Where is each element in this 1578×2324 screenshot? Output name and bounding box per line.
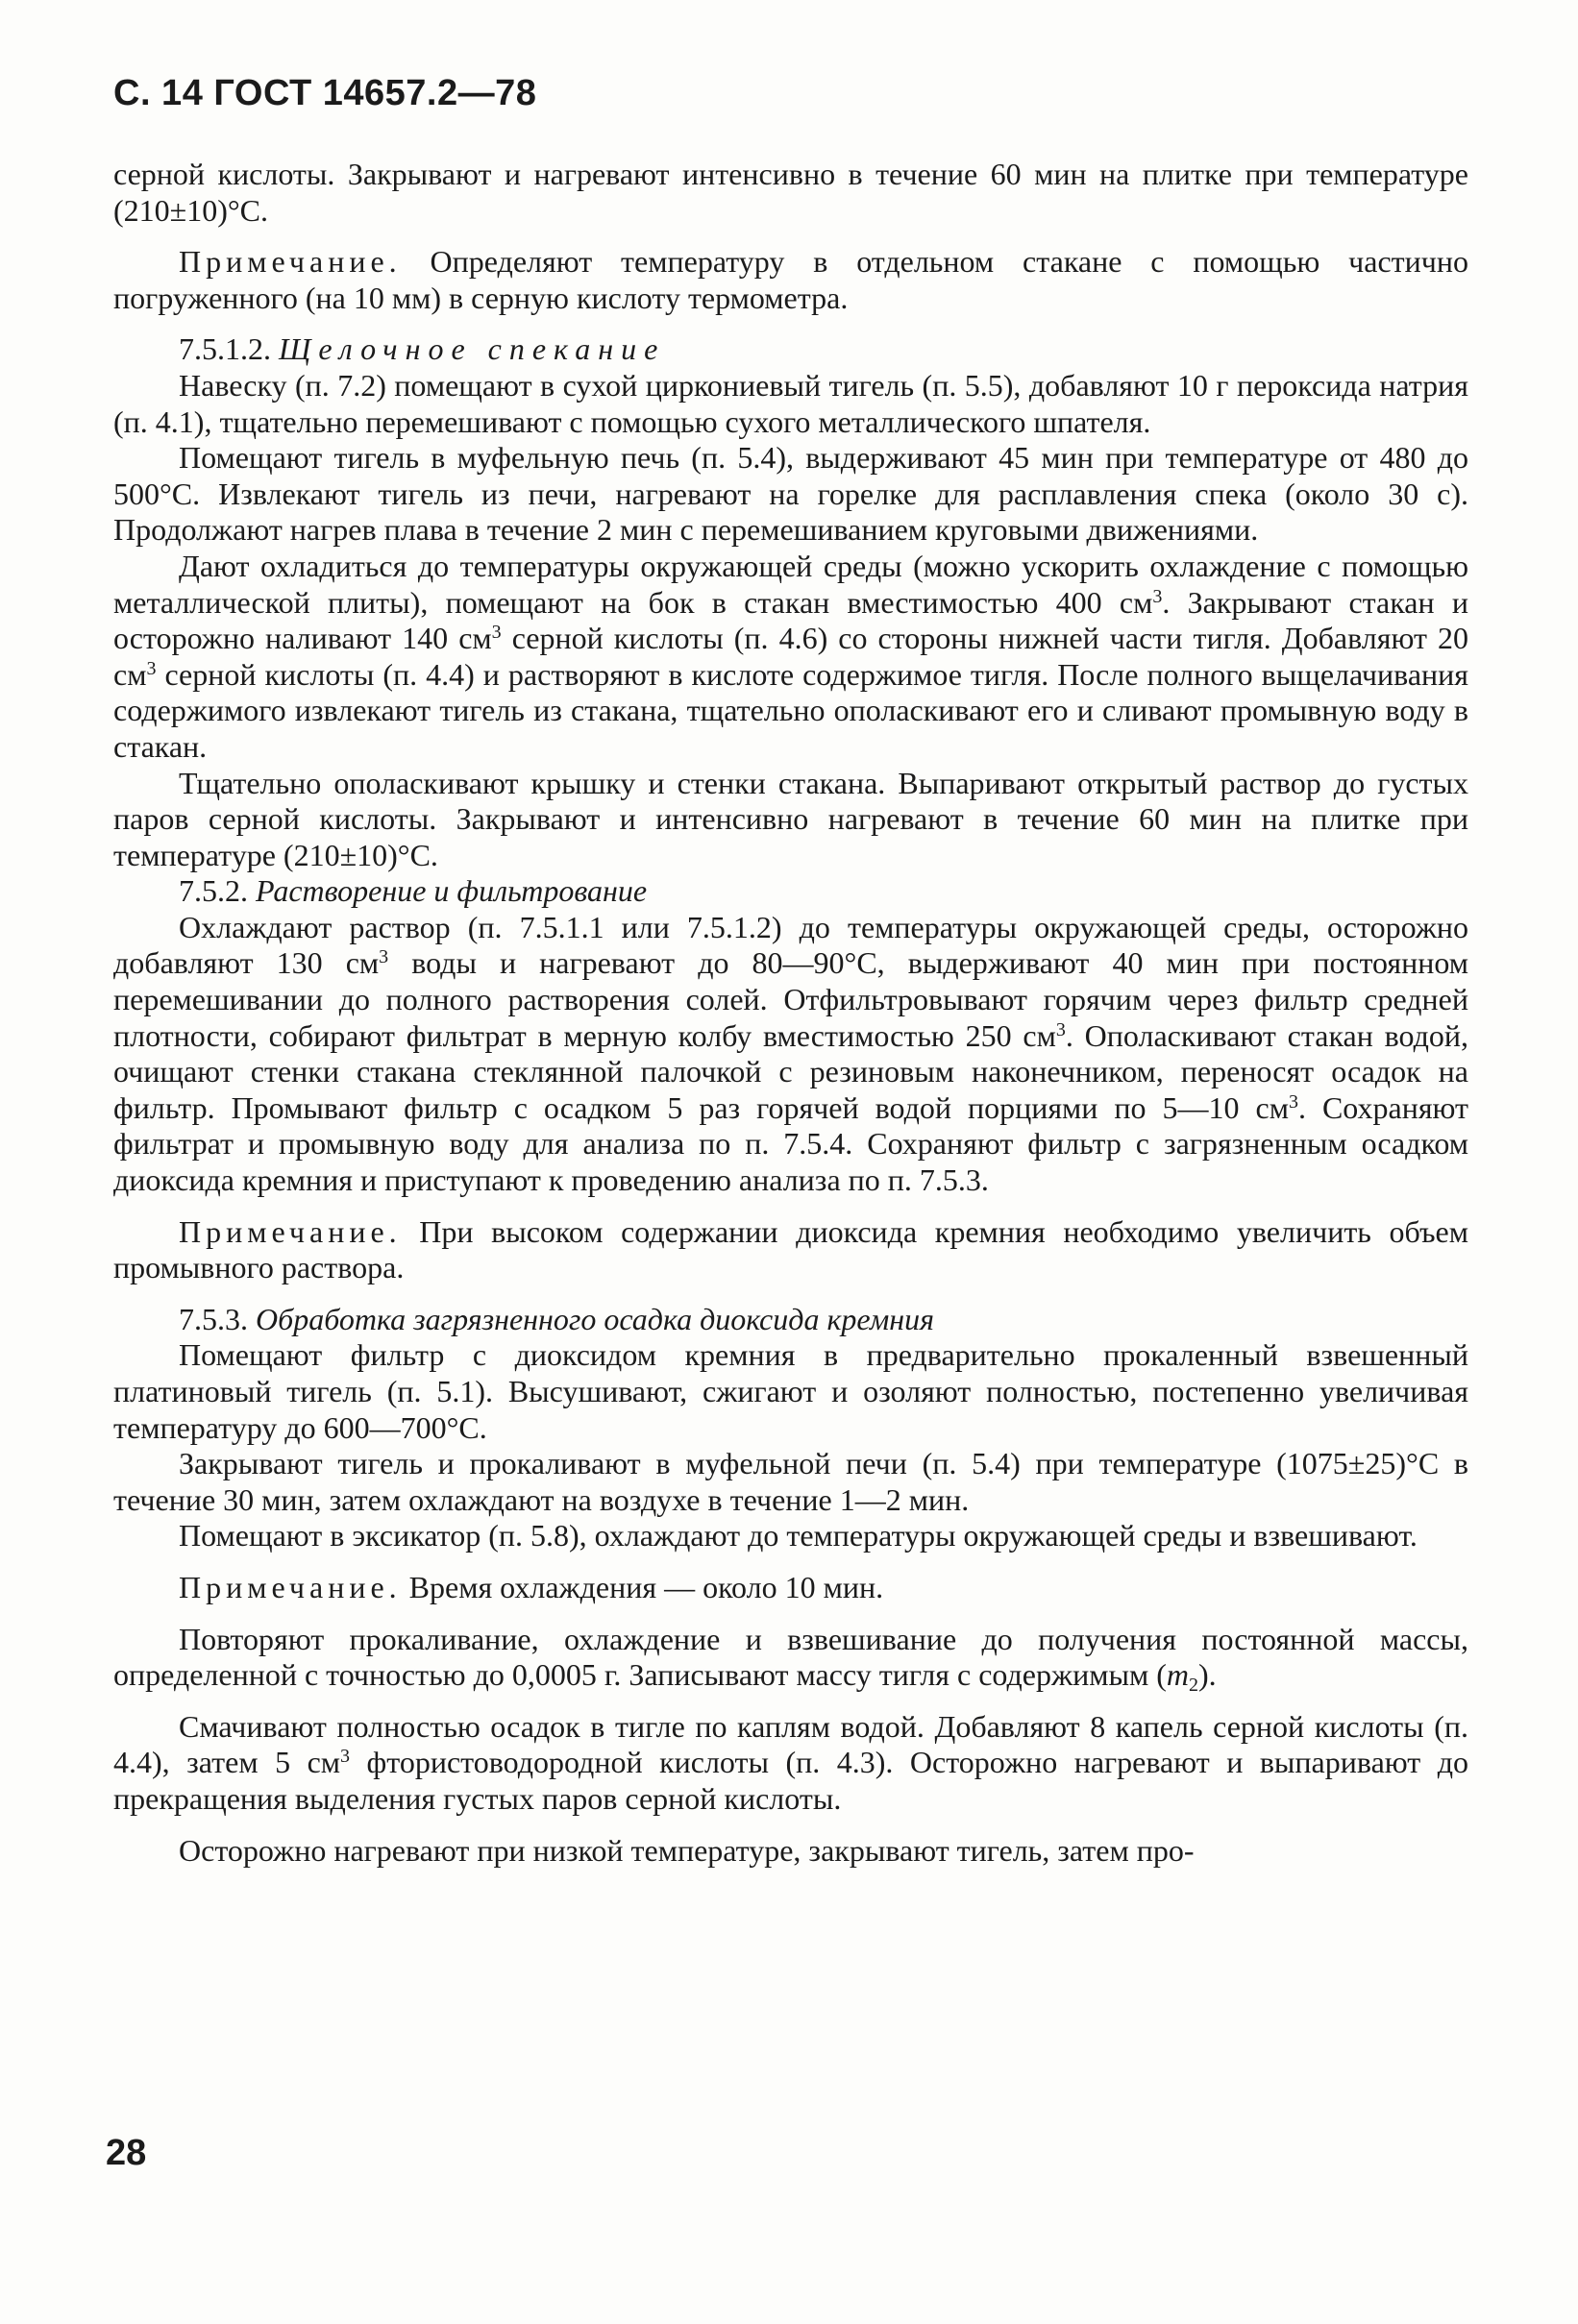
text-segment: воды и нагревают до 80—90°С, выдерживают 40 мин при постоянном перемешивании до полного растворения солей. Отфильтровывают горячим через фильтр средней плотности, собирают фильтрат в мерную колбу вместимостью 250 см: [113, 945, 1469, 1053]
note-label: Примечание.: [179, 1569, 402, 1604]
text-segment: Смачивают полностью осадок в тигле по каплям водой. Добавляют 8 капель серной кислоты (п. 4.4), затем 5 см: [113, 1708, 1468, 1780]
superscript: 3: [146, 657, 157, 679]
text-segment: серной кислоты (п. 4.4) и растворяют в кислоте содержимое тигля. После полного выщелачивания содержимого извлекают тигель из стакана, тщательно ополаскивают его и сливают промывную воду в стакан.: [113, 656, 1468, 764]
paragraph-6: [113, 549, 1468, 766]
paragraph-9: [113, 910, 1468, 1199]
section-title: Обработка загрязненного осадка диоксида кремния: [256, 1301, 934, 1336]
paragraph-13: Закрывают тигель и прокаливают в муфельной печи (п. 5.4) при температуре (1075±25)°С в течение 30 мин, затем охлаждают на воздухе в течение 1—2 мин.: [113, 1446, 1468, 1517]
document-body: [113, 157, 1468, 1869]
text-segment: ).: [1197, 1657, 1217, 1693]
note-1: [113, 244, 1468, 316]
paragraph-17: [113, 1709, 1468, 1818]
superscript: 3: [1152, 585, 1163, 607]
section-7-5-1-2-heading: [113, 331, 1468, 368]
note-label: Примечание.: [179, 244, 402, 280]
section-7-5-2-heading: [113, 873, 1468, 910]
text-segment: серной кислоты (п. 4.6) со стороны нижней части тигля. Добавляют 20 см: [113, 621, 1469, 692]
page-header: С. 14 ГОСТ 14657.2—78: [113, 73, 537, 113]
section-number: 7.5.1.2.: [179, 331, 279, 367]
text-segment: . Закрывают стакан и осторожно наливают 140 см: [113, 584, 1469, 656]
section-title: Щелочное спекание: [279, 331, 666, 367]
section-title: Растворение и фильтрование: [256, 873, 648, 909]
text-segment: Охлаждают раствор (п. 7.5.1.1 или 7.5.1.2) до температуры окружающей среды, осторожно добавляют 130 см: [113, 909, 1468, 981]
variable: m: [1166, 1657, 1189, 1693]
page-number: 28: [106, 2133, 147, 2173]
superscript: 3: [1288, 1090, 1298, 1113]
superscript: 3: [379, 946, 389, 968]
note-text: Определяют температуру в отдельном стакане с помощью частично погруженного (на 10 мм) в серную кислоту термометра.: [113, 244, 1468, 315]
section-7-5-3-heading: [113, 1302, 1468, 1338]
section-number: 7.5.2.: [179, 873, 256, 909]
text-segment: Дают охладиться до температуры окружающей среды (можно ускорить охлаждение с помощью металлической плиты), помещают на бок в стакан вместимостью 400 см: [113, 548, 1468, 620]
note-3: [113, 1570, 1468, 1606]
paragraph-5: Помещают тигель в муфельную печь (п. 5.4), выдерживают 45 мин при температуре от 480 до 500°С. Извлекают тигель из печи, нагревают на горелке для расплавления спека (около 30 с). Продолжают нагрев плава в течение 2 мин с перемешиванием круговыми движениями.: [113, 440, 1468, 548]
paragraph-7: Тщательно ополаскивают крышку и стенки стакана. Выпаривают открытый раствор до густых паров серной кислоты. Закрывают и интенсивно нагревают в течение 60 мин на плитке при температуре (210±10)°С.: [113, 765, 1468, 872]
paragraph-12: Помещают фильтр с диоксидом кремния в предварительно прокаленный взвешенный платиновый тигель (п. 5.1). Высушивают, сжигают и озоляют полностью, постепенно увеличивая температуру до 600—700°С.: [113, 1337, 1468, 1445]
note-label: Примечание.: [179, 1213, 402, 1249]
text-segment: фтористоводородной кислоты (п. 4.3). Осторожно нагревают и выпаривают до прекращения выделения густых паров серной кислоты.: [113, 1745, 1469, 1816]
note-text: Время охлаждения — около 10 мин.: [401, 1569, 884, 1604]
section-number: 7.5.3.: [179, 1301, 256, 1336]
paragraph-4: Навеску (п. 7.2) помещают в сухой циркониевый тигель (п. 5.5), добавляют 10 г пероксида натрия (п. 4.1), тщательно перемешивают с помощью сухого металлического шпателя.: [113, 367, 1468, 439]
superscript: 3: [340, 1746, 351, 1768]
paragraph-16: [113, 1621, 1468, 1697]
superscript: 3: [1055, 1018, 1066, 1040]
text-segment: Повторяют прокаливание, охлаждение и взвешивание до получения постоянной массы, определенной с точностью до 0,0005 г. Записывают массу тигля с содержимым (: [113, 1621, 1468, 1693]
text-segment: . Сохраняют фильтрат и промывную воду для анализа по п. 7.5.4. Сохраняют фильтр с загрязненным осадком диоксида кремния и приступают к проведению анализа по п. 7.5.3.: [113, 1089, 1468, 1198]
paragraph-1: серной кислоты. Закрывают и нагревают интенсивно в течение 60 мин на плитке при температуре (210±10)°С.: [113, 157, 1468, 228]
note-text: При высоком содержании диоксида кремния необходимо увеличить объем промывного раствора.: [113, 1213, 1468, 1285]
subscript: 2: [1188, 1675, 1198, 1697]
text-segment: . Ополаскивают стакан водой, очищают стенки стакана стеклянной палочкой с резиновым наконечником, переносят осадок на фильтр. Промывают фильтр с осадком 5 раз горячей водой порциями по 5—10 см: [113, 1017, 1469, 1125]
superscript: 3: [491, 622, 502, 644]
paragraph-18: Осторожно нагревают при низкой температуре, закрывают тигель, затем про-: [179, 1832, 1195, 1868]
paragraph-14: Помещают в эксикатор (п. 5.8), охлаждают до температуры окружающей среды и взвешивают.: [179, 1518, 1418, 1553]
note-2: [113, 1214, 1468, 1286]
